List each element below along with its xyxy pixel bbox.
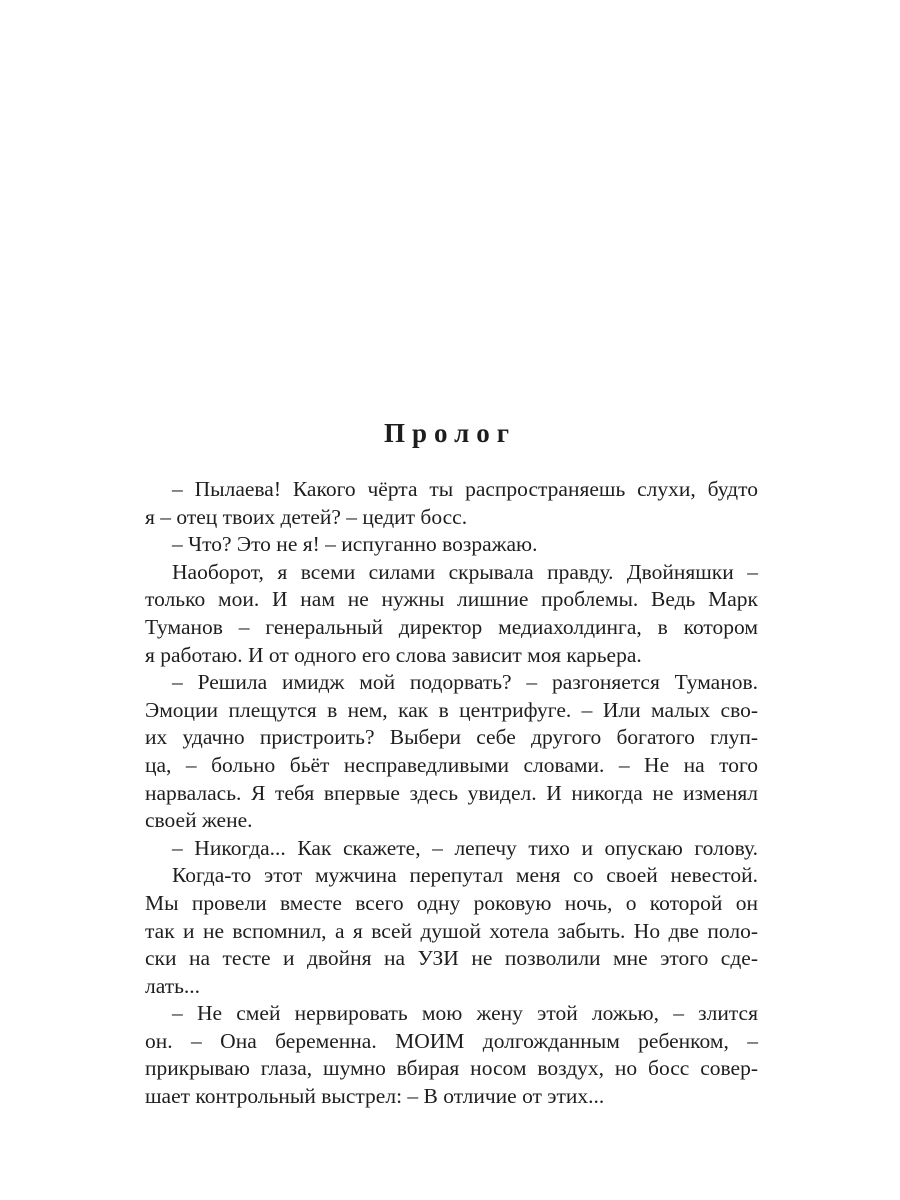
text-line: своей жене. [145, 808, 253, 833]
text-line: их удачно пристроить? Выбери себе другого богатого глуп- [145, 725, 758, 750]
text-line: Наоборот, я всеми силами скрывала правду. Двойняшки – [172, 559, 758, 584]
text-line: – Пылаева! Какого чёрта ты распространяешь слухи, будто [172, 477, 758, 501]
text-line: – Никогда... Как скажете, – лепечу тихо и опускаю голову. [172, 835, 758, 860]
text-line: так и не вспомнил, а я всей душой хотела забыть. Но две поло- [145, 918, 758, 943]
text-line: я работаю. И от одного его слова зависит моя карьера. [145, 642, 642, 667]
text-line: Мы провели вместе всего одну роковую ночь, о которой он [145, 890, 758, 915]
text-line: шает контрольный выстрел: – В отличие от этих... [145, 1084, 605, 1109]
text-line: Туманов – генеральный директор медиахолдинга, в котором [145, 614, 758, 639]
text-line: лать... [145, 973, 201, 998]
text-line: Эмоции плещутся в нем, как в центрифуге. – Или малых сво- [145, 697, 758, 722]
text-line: – Не смей нервировать мою жену этой ложью, – злится [172, 1001, 758, 1026]
chapter-title: Пролог [383, 418, 517, 448]
text-line: он. – Она беременна. МОИМ долгожданным ребенком, – [145, 1028, 758, 1053]
text-line: нарвалась. Я тебя впервые здесь увидел. И никогда не изменял [145, 780, 758, 805]
text-line: ски на тесте и двойня на УЗИ не позволили мне этого сде- [145, 946, 758, 971]
text-line: прикрываю глаза, шумно вбирая носом воздух, но босс совер- [145, 1056, 758, 1081]
chapter-body [145, 476, 758, 1111]
text-line: – Что? Это не я! – испуганно возражаю. [172, 532, 538, 557]
text-line: – Решила имидж мой подорвать? – разгоняется Туманов. [172, 670, 758, 695]
text-line: я – отец твоих детей? – цедит босс. [145, 504, 468, 529]
text-line: Когда-то этот мужчина перепутал меня со своей невестой. [172, 863, 758, 888]
text-line: ца, – больно бьёт несправедливыми словами. – Не на того [145, 752, 758, 777]
text-line: только мои. И нам не нужны лишние проблемы. Ведь Марк [145, 587, 758, 612]
